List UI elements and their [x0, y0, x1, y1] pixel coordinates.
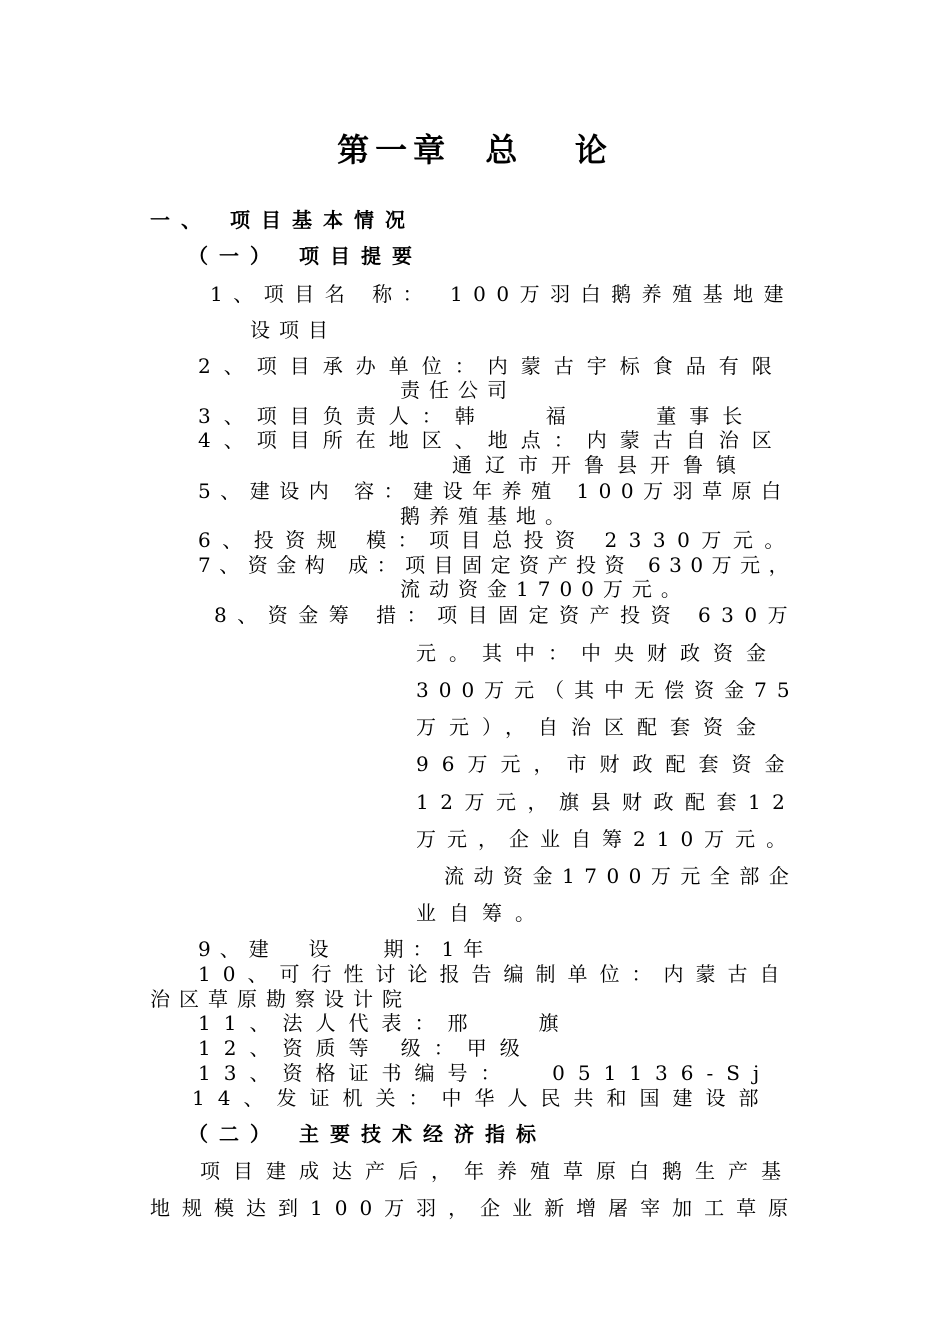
item-1-line-1: 1、项目名 称： 100万羽白鹅养殖基地建: [210, 282, 795, 306]
subsection-heading-1: （一） 项目提要: [188, 244, 423, 268]
item-4-line-2: 通辽市开鲁县开鲁镇: [452, 453, 749, 477]
item-12: 12、资质等 级：甲级: [198, 1036, 533, 1060]
subsection-heading-2: （二） 主要技术经济指标: [188, 1122, 547, 1146]
item-8-line-9: 业自筹。: [416, 901, 548, 925]
paragraph-line-1: 项目建成达产后，年养殖草原白鹅生产基: [200, 1159, 794, 1183]
section-heading-1: 一、 项目基本情况: [150, 208, 416, 232]
item-14: 14、发证机关：中华人民共和国建设部: [192, 1086, 772, 1110]
item-10-line-1: 10、可行性讨论报告编制单位：内蒙古自: [198, 962, 792, 986]
paragraph-line-2: 地规模达到100万羽，企业新增屠宰加工草原: [150, 1196, 801, 1220]
item-9: 9、建 设 期：1年: [198, 937, 493, 961]
item-10-line-2: 治区草原勘察设计院: [150, 987, 411, 1011]
item-2-line-2: 责任公司: [400, 378, 516, 402]
item-8-line-8: 流动资金1700万元全部企: [444, 864, 799, 888]
item-8-line-2: 元。其中：中央财政资金: [416, 641, 779, 665]
item-8-line-5: 96万元，市财政配套资金: [416, 752, 798, 776]
item-11: 11、法人代表：邢 旗: [198, 1011, 572, 1035]
item-8-line-1: 8、资金筹 措：项目固定资产投资 630万: [214, 603, 799, 627]
item-3: 3、项目负责人：韩 福 董事长: [198, 404, 756, 428]
item-7-line-2: 流动资金1700万元。: [400, 577, 690, 601]
chapter-title: 第一章 总 论: [337, 131, 613, 169]
item-4-line-1: 4、项目所在地区、地点：内蒙古自治区: [198, 428, 785, 452]
item-8-line-7: 万元，企业自筹210万元。: [416, 827, 798, 851]
item-5-line-2: 鹅养殖基地。: [400, 504, 574, 528]
item-8-line-6: 12万元，旗县财政配套12: [416, 790, 797, 814]
item-13: 13、资格证书编号： 051136-Sj: [198, 1061, 773, 1085]
item-7-line-1: 7、资金构 成：项目固定资产投资 630万元，: [198, 553, 798, 577]
item-2-line-1: 2、项目承办单位：内蒙古宇标食品有限: [198, 354, 785, 378]
item-5-line-1: 5、建设内 容：建设年养殖 100万羽草原白: [198, 479, 791, 503]
item-6: 6、投资规 模：项目总投资 2330万元。: [198, 528, 796, 552]
item-1-line-2: 设项目: [250, 318, 337, 342]
item-8-line-3: 300万元（其中无偿资金75: [416, 678, 800, 702]
item-8-line-4: 万元），自治区配套资金: [416, 715, 769, 739]
